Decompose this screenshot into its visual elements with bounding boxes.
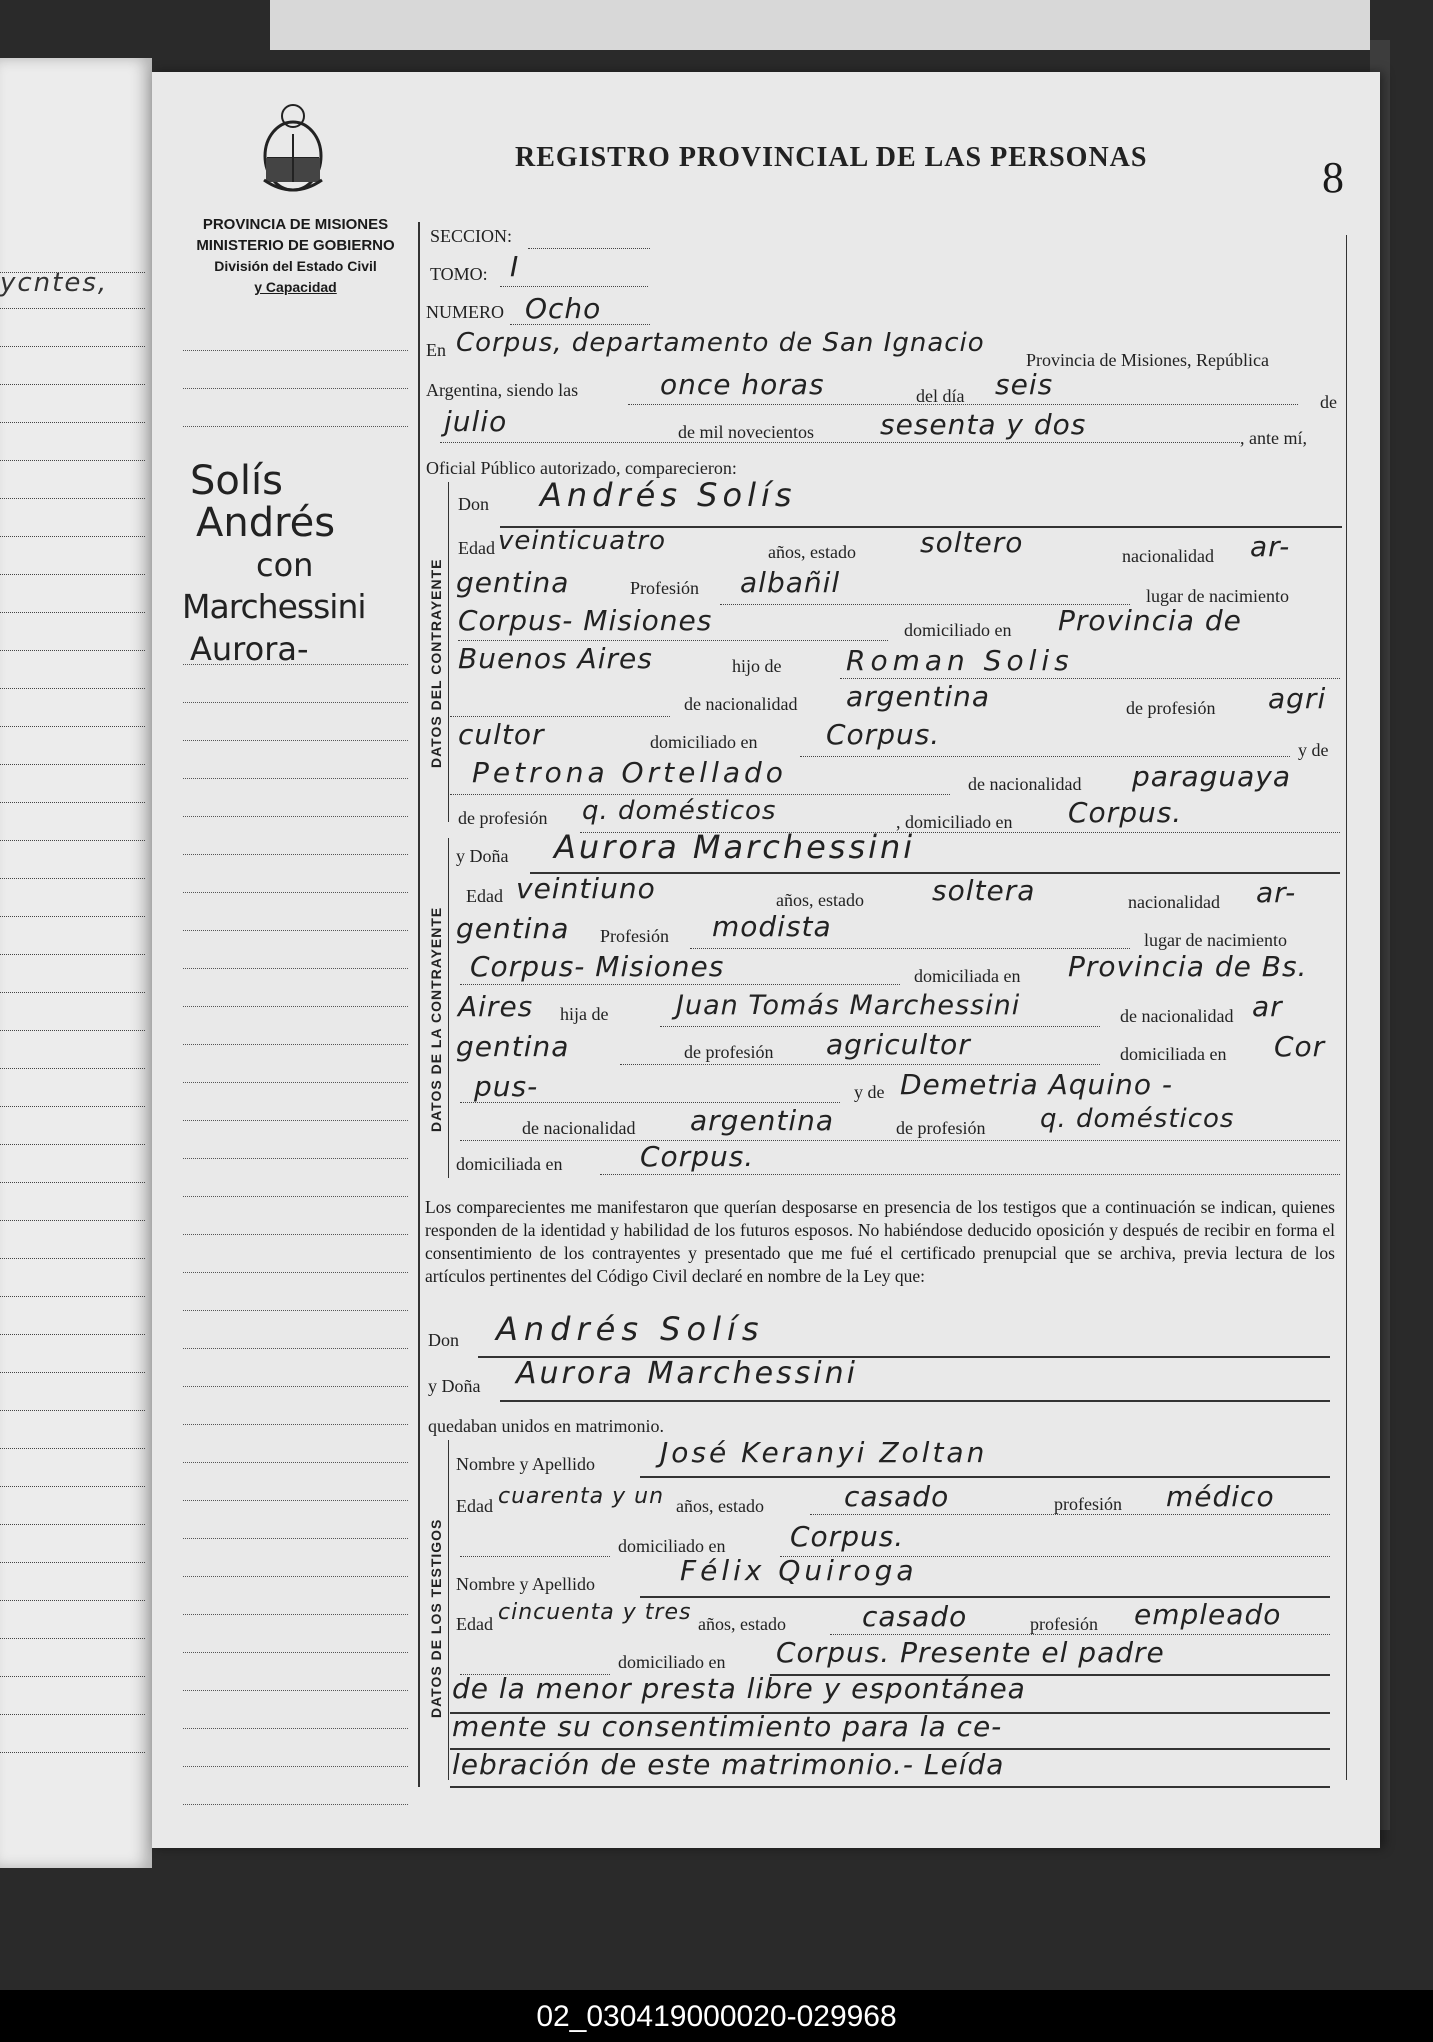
bride-mother-dom-label: domiciliada en [456, 1154, 563, 1174]
final-groom-name: Andrés Solís [496, 1310, 765, 1348]
province-label: PROVINCIA DE MISIONES [202, 216, 389, 233]
w1-dom-label: domiciliado en [618, 1536, 726, 1556]
margin-line: Aurora- [190, 630, 309, 668]
don-label: Don [458, 494, 489, 514]
note-line: de la menor presta libre y espontánea [452, 1672, 1026, 1705]
seccion-label: SECCION: [430, 226, 513, 246]
w2-nombre-label: Nombre y Apellido [456, 1574, 595, 1594]
mes-value: julio [444, 405, 508, 438]
tomo-value: I [510, 250, 520, 283]
final-dona-label: y Doña [428, 1376, 481, 1396]
w1-profesion: médico [1166, 1480, 1275, 1513]
w1-edad-label: Edad [456, 1496, 493, 1516]
groom-profesion: albañil [740, 566, 841, 599]
margin-annotation [182, 458, 366, 670]
father-prof-label: de profesión [1126, 698, 1216, 718]
w2-nombre: Félix Quiroga [680, 1554, 918, 1587]
bride-domicilio-part1: Provincia de Bs. [1068, 950, 1308, 983]
numero-value: Ocho [525, 292, 602, 325]
w1-anos-estado: años, estado [676, 1496, 764, 1516]
bride-father-dom-label: domiciliada en [1120, 1044, 1227, 1064]
father-nac: argentina [846, 680, 991, 713]
margin-line: Solís [190, 458, 283, 504]
hora-value: once horas [660, 368, 825, 401]
w1-dom: Corpus. [790, 1520, 905, 1553]
bride-father-dom-part1: Cor [1274, 1030, 1326, 1063]
mother-nac: paraguaya [1132, 760, 1292, 793]
background-page-edge [270, 0, 1370, 50]
bride-section-label: DATOS DE LA CONTRAYENTE [428, 906, 444, 1132]
w2-anos-estado: años, estado [698, 1614, 786, 1634]
bride-nac-part1: ar- [1256, 876, 1297, 909]
ministry-label: MINISTERIO DE GOBIERNO [196, 237, 395, 254]
bride-mother-nac-label: de nacionalidad [522, 1118, 636, 1138]
groom-name: Andrés Solís [540, 476, 797, 514]
father-dom-label: domiciliado en [650, 732, 758, 752]
bride-father-nac-part1: ar [1252, 990, 1283, 1023]
bride-father-dom-part2: pus- [474, 1070, 539, 1103]
w2-edad-label: Edad [456, 1614, 493, 1634]
note-line: lebración de este matrimonio.- Leída [452, 1748, 1005, 1781]
en-value: Corpus, departamento de San Ignacio [456, 328, 985, 358]
groom-nac-label: nacionalidad [1122, 546, 1214, 566]
w2-edad: cincuenta y tres [498, 1600, 692, 1625]
father-dom: Corpus. [826, 718, 941, 751]
bride-father-nac-label: de nacionalidad [1120, 1006, 1234, 1026]
note-line: mente su consentimiento para la ce- [452, 1710, 1003, 1743]
bride-profesion: modista [712, 910, 832, 943]
left-facing-page [0, 58, 152, 1868]
margin-line: Marchessini [182, 587, 366, 626]
bride-anos-estado: años, estado [776, 890, 864, 910]
document-id: 02_030419000020-029968 [536, 2000, 897, 2033]
anio-value: sesenta y dos [880, 408, 1087, 441]
witness-bracket [448, 1440, 449, 1780]
bride-mother-prof-label: de profesión [896, 1118, 986, 1138]
groom-edad-label: Edad [458, 538, 495, 558]
groom-lugar: Corpus- Misiones [458, 604, 713, 637]
mother-prof: q. domésticos [582, 796, 777, 826]
groom-estado: soltero [920, 526, 1024, 559]
bride-mother-dom: Corpus. [640, 1140, 755, 1173]
bride-profesion-label: Profesión [600, 926, 669, 946]
groom-section-label: DATOS DEL CONTRAYENTE [428, 558, 444, 768]
groom-domicilio-part2: Buenos Aires [458, 642, 653, 675]
groom-domicilio-part1: Provincia de [1058, 604, 1242, 637]
bride-father-prof-label: de profesión [684, 1042, 774, 1062]
provincia-text: Provincia de Misiones, República [1026, 350, 1269, 370]
margin-line: Andrés [196, 500, 336, 546]
w2-profesion: empleado [1134, 1598, 1282, 1631]
argentina-text: Argentina, siendo las [426, 380, 579, 400]
y-de-label: y de [1298, 740, 1329, 760]
capacity-label: y Capacidad [254, 279, 337, 295]
w1-nombre-label: Nombre y Apellido [456, 1454, 595, 1474]
register-title: REGISTRO PROVINCIAL DE LAS PERSONAS [515, 142, 1148, 173]
groom-domiciliado-label: domiciliado en [904, 620, 1012, 640]
de-mil-label: de mil novecientos [678, 422, 814, 442]
bride-bracket [448, 838, 449, 1178]
groom-bracket [448, 482, 449, 822]
ante-mi-label: , ante mí, [1240, 428, 1307, 448]
w2-dom: Corpus. Presente el padre [776, 1636, 1165, 1669]
w2-prof-label: profesión [1030, 1614, 1098, 1634]
witness-section-label: DATOS DE LOS TESTIGOS [428, 1518, 444, 1718]
bride-lugar-label: lugar de nacimiento [1144, 930, 1287, 950]
bride-father: Juan Tomás Marchessini [676, 990, 1021, 1021]
father-nac-label: de nacionalidad [684, 694, 798, 714]
bride-edad-label: Edad [466, 886, 503, 906]
left-page-handwriting: ycntes, [0, 268, 109, 298]
bride-father-prof: agricultor [826, 1028, 971, 1061]
unidos-text: quedaban unidos en matrimonio. [428, 1416, 664, 1436]
groom-father: Roman Solis [846, 644, 1074, 677]
dia-value: seis [995, 368, 1054, 401]
issuer-block [183, 214, 408, 298]
mother-dom: Corpus. [1068, 796, 1183, 829]
oficial-label: Oficial Público autorizado, comparecieron: [426, 458, 737, 478]
del-dia-label: del día [916, 386, 965, 406]
coat-of-arms-icon [258, 100, 328, 196]
right-border [1346, 235, 1347, 1780]
bride-nac-part2: gentina [456, 912, 570, 945]
w2-dom-label: domiciliado en [618, 1652, 726, 1672]
final-don-label: Don [428, 1330, 459, 1350]
groom-nac-part1: ar- [1250, 530, 1291, 563]
numero-label: NUMERO [426, 302, 505, 322]
w1-estado: casado [844, 1480, 950, 1513]
division-label: División del Estado Civil [214, 258, 377, 274]
dona-label: y Doña [456, 846, 509, 866]
margin-line: con [256, 546, 314, 584]
w1-prof-label: profesión [1054, 1494, 1122, 1514]
bride-y-de-label: y de [854, 1082, 885, 1102]
bride-mother-prof: q. domésticos [1040, 1104, 1235, 1134]
bride-name: Aurora Marchessini [554, 828, 916, 866]
de-label: de [1320, 392, 1337, 412]
tomo-label: TOMO: [430, 264, 488, 284]
hijo-label: hijo de [732, 656, 782, 676]
bride-mother: Demetria Aquino - [900, 1068, 1173, 1101]
final-bride-name: Aurora Marchessini [516, 1356, 858, 1391]
father-prof-part2: cultor [458, 718, 545, 751]
hija-label: hija de [560, 1004, 609, 1024]
page-number: 8 [1322, 153, 1344, 202]
bride-edad: veintiuno [516, 872, 656, 905]
groom-edad: veinticuatro [498, 526, 666, 556]
declaration-paragraph: Los comparecientes me manifestaron que querían desposarse en presencia de los testigos que a continuación se indican, quienes responden de la identidad y habilidad de los futuros esposos. No habiéndose deducido oposición y después de recibir en forma el consentimiento de los contrayentes y presentado que me fué el certificado prenupcial que se archiva, previa lectura de los artículos pertinentes del Código Civil declaré en nombre de la Ley que: [425, 1197, 1335, 1286]
w1-edad: cuarenta y un [498, 1484, 665, 1509]
bride-estado: soltera [932, 874, 1036, 907]
mother-dom-label: , domiciliado en [896, 812, 1013, 832]
groom-lugar-label: lugar de nacimiento [1146, 586, 1289, 606]
bride-mother-nac: argentina [690, 1104, 835, 1137]
groom-anos-estado: años, estado [768, 542, 856, 562]
w2-estado: casado [862, 1600, 968, 1633]
mother-nac-label: de nacionalidad [968, 774, 1082, 794]
column-divider [418, 222, 420, 1787]
bride-lugar: Corpus- Misiones [470, 950, 725, 983]
bride-father-nac-part2: gentina [456, 1030, 570, 1063]
father-prof-part1: agri [1268, 682, 1327, 715]
groom-mother: Petrona Ortellado [472, 756, 787, 789]
bride-nac-label: nacionalidad [1128, 892, 1220, 912]
bride-domicilio-part2: Aires [458, 990, 534, 1023]
w1-nombre: José Keranyi Zoltan [660, 1436, 988, 1469]
groom-nac-part2: gentina [456, 566, 570, 599]
bride-domiciliada-label: domiciliada en [914, 966, 1021, 986]
en-label: En [426, 340, 446, 360]
groom-profesion-label: Profesión [630, 578, 699, 598]
mother-prof-label: de profesión [458, 808, 548, 828]
